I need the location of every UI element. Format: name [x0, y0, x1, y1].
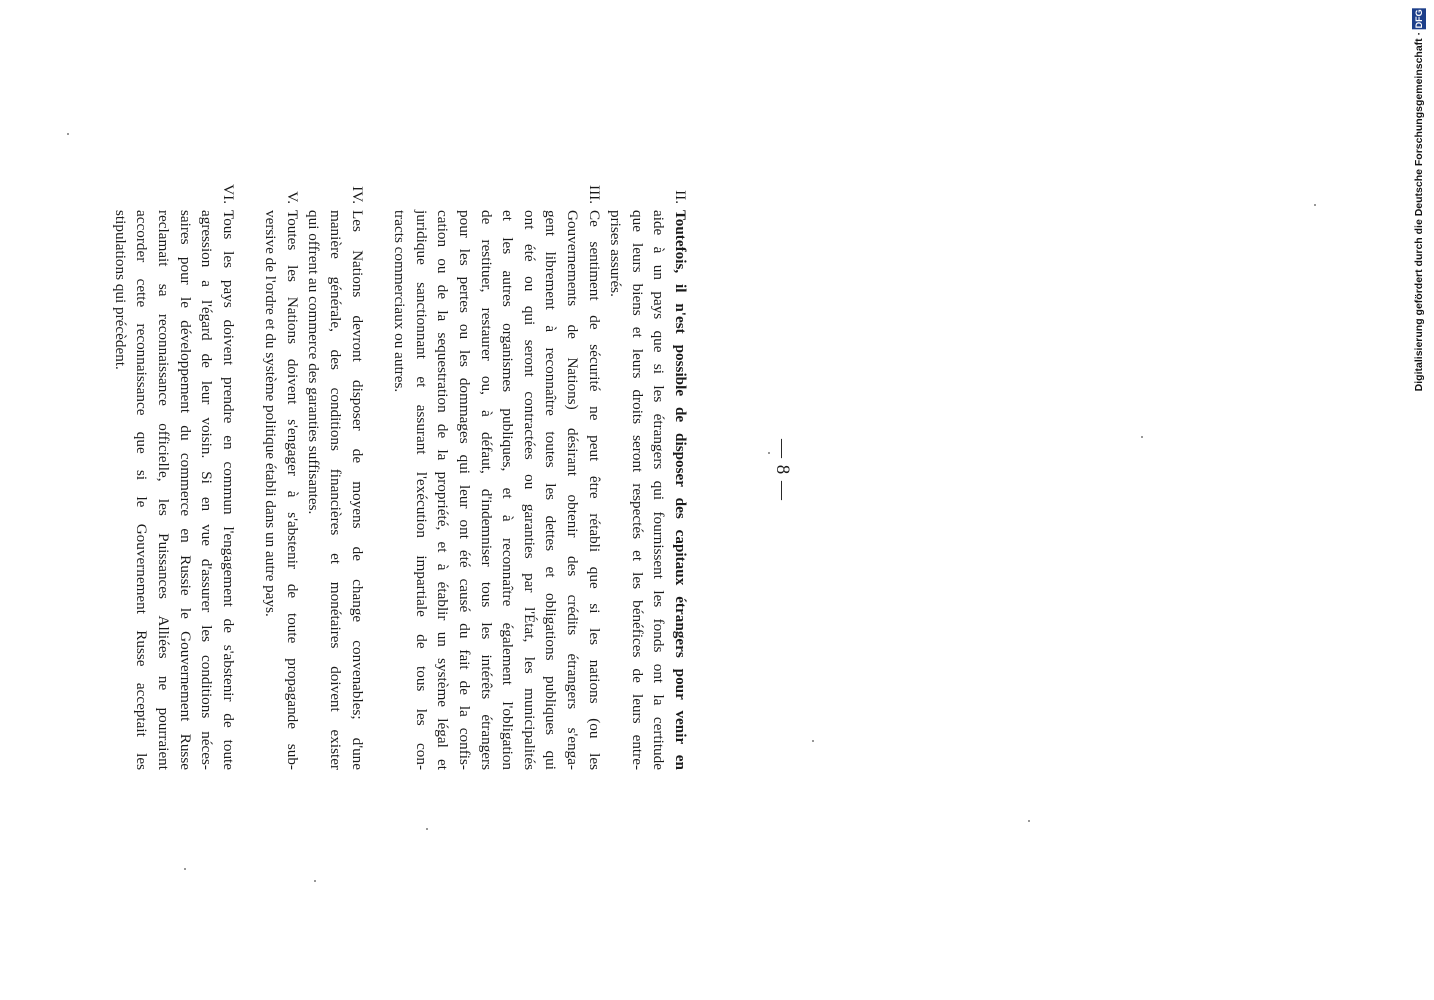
dfg-logo: DFG — [1414, 9, 1424, 28]
text-line: de restituer, restaurer ou, à défaut, d'indemniser tous les intérêts étrangers — [477, 210, 495, 770]
scan-speck — [1141, 436, 1143, 438]
text-line: saires pour le développement du commerce en Russie le Gouvernement Russe — [176, 210, 194, 770]
paragraph-number: IV. — [348, 186, 366, 204]
text-line: agression a l'égard de leur voisin. Si en vue d'assurer les conditions néces- — [198, 210, 216, 770]
paragraph-iii — [389, 170, 605, 770]
text-line: que leurs biens et leurs droits seront respectés et les bénéfices de leurs entre- — [628, 210, 646, 770]
scan-speck — [184, 868, 186, 870]
text-line: accorder cette reconnaissance que si le Gouvernement Russe acceptait les — [133, 210, 151, 770]
text-line: Tous les pays doivent prendre en commun l'engagement de s'abstenir de toute — [219, 210, 237, 770]
digitization-credit — [1404, 0, 1434, 400]
text-line: pour les pertes ou les dommages qui leur ont été causé du fait de la confis- — [456, 210, 474, 770]
text-line: tracts commerciaux ou autres. — [391, 210, 409, 393]
text-line: Gouvernements de Nations) désirant obtenir des crédits étrangers s'enga- — [564, 210, 582, 770]
scan-speck — [1028, 820, 1030, 822]
paragraph-vi — [109, 170, 239, 770]
text-line: ont été ou qui seront contractées ou garanties par l'État, les municipalités — [520, 210, 538, 770]
paragraph-number: III. — [585, 185, 603, 204]
page-number: — 8 — — [772, 439, 793, 501]
text-line: Les Nations devront disposer de moyens de change convenables; d'une — [348, 210, 366, 770]
text-line: et les autres organismes publiques, et à reconnaître également l'obligation — [499, 210, 517, 770]
paragraph-number: VI. — [219, 184, 237, 204]
document-page — [76, 170, 793, 770]
text-line: versive de l'ordre et du système politique établi dans un autre pays. — [262, 210, 280, 617]
credit-text — [1412, 8, 1426, 391]
text-line: prises assurés. — [607, 210, 625, 297]
scan-speck — [1314, 204, 1316, 206]
spacer — [239, 170, 260, 770]
paragraph-number: V. — [283, 191, 301, 204]
scan-speck — [768, 452, 770, 454]
paragraph-ii — [605, 170, 691, 770]
scan-speck — [812, 740, 814, 742]
text-line: Toutefois, il n'est possible de disposer des capitaux étrangers pour venir en — [672, 210, 689, 770]
paragraph-iv — [303, 170, 368, 770]
paragraph-v — [260, 170, 303, 770]
spacer — [368, 170, 389, 770]
paragraph-number: II. — [672, 190, 689, 204]
text-line: qui offrent au commerce des garanties suffisantes. — [305, 210, 323, 515]
text-line: aide à un pays que si les étrangers qui fournissent les fonds ont la certitude — [650, 210, 668, 770]
credit-label: Digitalisierung gefördert durch die Deutsche Forschungsgemeinschaft · — [1413, 31, 1425, 392]
text-line: cation ou de la sequestration de la propriété, et à établir un système légal et — [434, 210, 452, 770]
text-line: Ce sentiment de sécurité ne peut être rétabli que si les nations (ou les — [585, 210, 603, 770]
scan-speck — [67, 133, 69, 135]
scan-speck — [314, 880, 316, 882]
text-line: reclamait sa reconnaissance officielle, les Puissances Alliées ne pourraient — [154, 210, 172, 770]
text-line: juridique sanctionnant et assurant l'exécution impartiale de tous les con- — [412, 210, 430, 770]
scan-speck — [426, 828, 428, 830]
text-line: stipulations qui précèdent. — [111, 210, 129, 370]
text-line: manière générale, des conditions financières et monétaires doivent exister — [327, 210, 345, 770]
text-line: Toutes les Nations doivent s'engager à s'abstenir de toute propagande sub- — [283, 210, 301, 770]
text-line: gent librement à reconnaître toutes les dettes et obligations publiques qui — [542, 210, 560, 770]
